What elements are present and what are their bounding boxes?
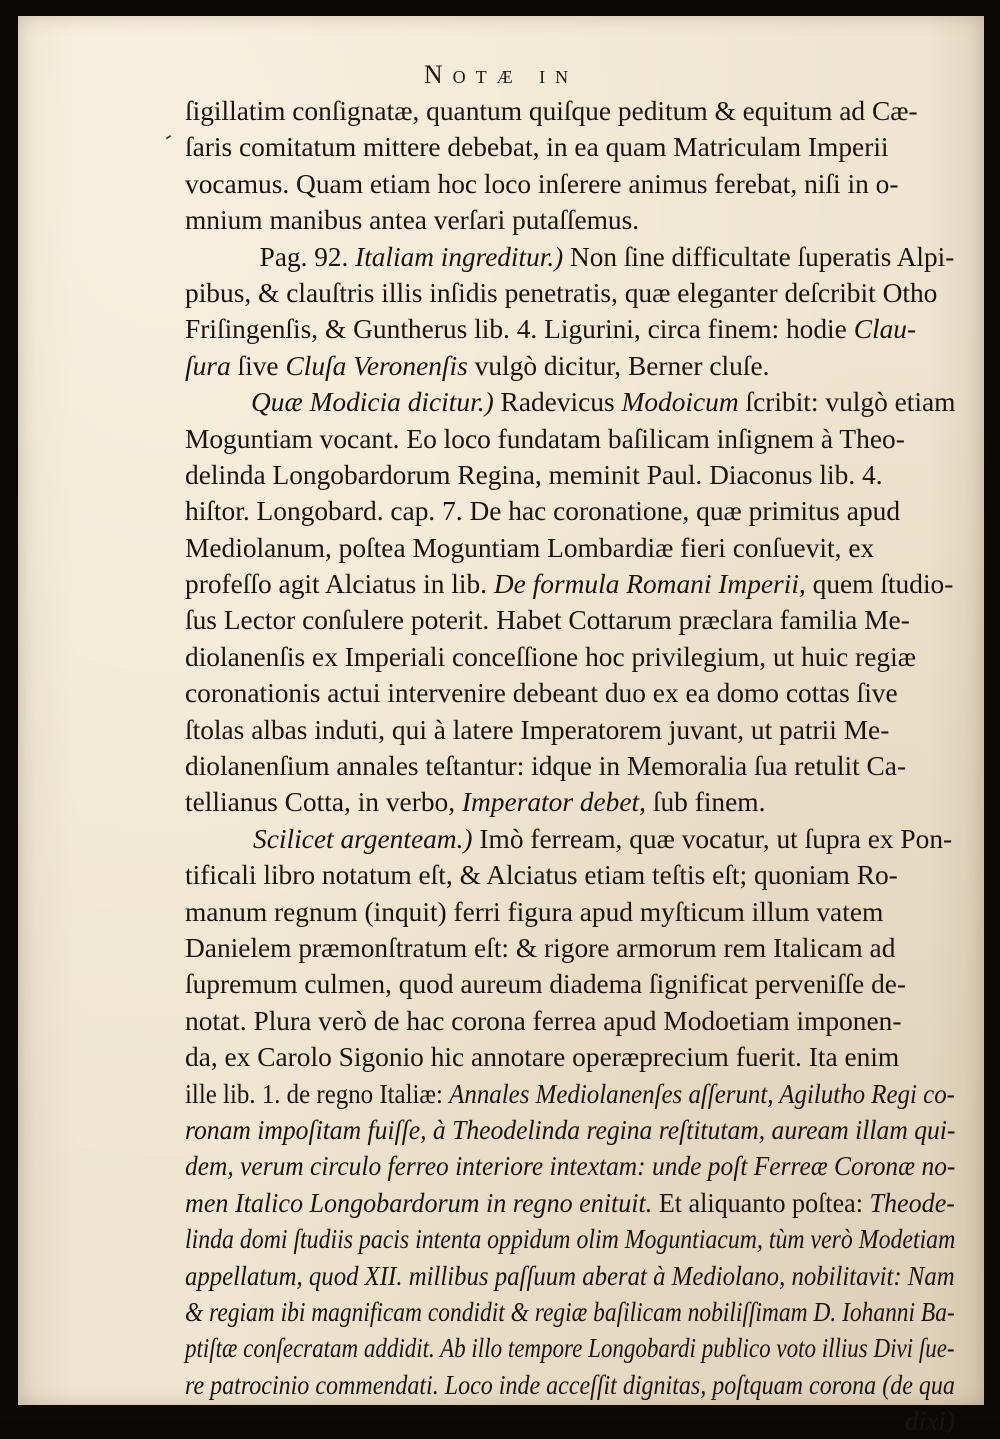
text-line <box>185 1221 956 1257</box>
text-segment: Moguntiam vocant. Eo loco fundatam baſilicam inſignem à Theo- <box>185 423 905 454</box>
italic-segment: Cluſa Veronenſis <box>285 350 468 381</box>
text-line <box>185 239 955 275</box>
text-segment: ſaris comitatum mittere debebat, in ea quam Matriculam Imperii <box>185 132 889 163</box>
italic-segment: men Italico Longobardorum in regno enituit. <box>185 1187 653 1218</box>
text-segment: Mediolanum, poſtea Moguntiam Lombardiæ fieri conſuevit, ex <box>185 532 875 563</box>
text-line <box>185 857 955 893</box>
text-line <box>185 1367 955 1403</box>
italic-segment: Clau- <box>853 314 917 345</box>
text-line <box>185 1112 956 1148</box>
text-segment: quem ſtudio- <box>805 569 954 600</box>
text-segment: Non ſine difficultate ſuperatis Alpi- <box>563 241 955 272</box>
text-line <box>185 1185 955 1221</box>
text-line <box>185 493 955 529</box>
text-line <box>185 602 955 638</box>
italic-segment: re patrocinio commendati. Loco inde acceſſit dignitas, poſtquam corona (de qua <box>185 1369 955 1400</box>
text-line <box>185 1039 955 1075</box>
text-segment: hiſtor. Longobard. cap. 7. De hac coronatione, quæ primitus apud <box>185 496 901 527</box>
italic-segment: Scilicet argenteam.) <box>253 823 473 854</box>
text-line <box>185 1076 955 1112</box>
italic-segment: Imperator debet, <box>461 787 646 818</box>
italic-segment: Italiam ingreditur.) <box>355 241 564 272</box>
text-segment: profeſſo agit Alciatus in lib. <box>185 569 494 600</box>
text-line <box>185 275 955 311</box>
book-page <box>18 16 984 1437</box>
text-line <box>185 530 955 566</box>
text-segment: Imò ferream, quæ vocatur, ut ſupra ex Pon- <box>472 823 953 854</box>
text-line <box>185 1148 956 1184</box>
text-segment: Radevicus <box>493 387 622 418</box>
text-line <box>185 1294 955 1330</box>
text-line <box>185 748 955 784</box>
text-line <box>185 166 955 202</box>
text-segment: delinda Longobardorum Regina, meminit Paul. Diaconus lib. 4. <box>185 459 883 490</box>
text-line <box>185 639 955 675</box>
text-segment: pibus, & clauſtris illis inſidis penetratis, quæ eleganter deſcribit Otho <box>185 277 938 308</box>
text-segment: diolanenſium annales teſtantur: idque in Memoralia ſua retulit Ca- <box>185 751 907 782</box>
text-segment: ille lib. 1. de regno Italiæ: <box>185 1078 450 1109</box>
text-line <box>185 348 955 384</box>
text-segment: ſcribit: vulgò etiam <box>738 387 956 418</box>
italic-segment: linda domi ſtudiis pacis intenta oppidum olim Moguntiacum, tùm verò Modetiam <box>185 1224 956 1255</box>
italic-segment: & regiam ibi magnificam condidit & regiæ baſilicam nobiliſſimam D. Iohanni Ba- <box>185 1296 955 1327</box>
text-line <box>185 384 955 420</box>
italic-segment: dixi) <box>904 1406 955 1437</box>
text-segment: da, ex Carolo Sigonio hic annotare operæprecium fuerit. Ita enim <box>185 1042 900 1073</box>
text-segment: vocamus. Quam etiam hoc loco inſerere animus ferebat, niſi in o- <box>185 168 899 199</box>
text-segment: Pag. 92. <box>259 241 356 272</box>
italic-segment: appellatum, quod XII. millibus paſſuum aberat à Mediolano, nobilitavit: Nam <box>185 1260 955 1291</box>
text-segment: ſive <box>230 350 286 381</box>
text-line <box>185 821 955 857</box>
text-segment: diolanenſis ex Imperiali conceſſione hoc privilegium, ut huic regiæ <box>185 641 916 672</box>
text-line <box>185 675 955 711</box>
text-line <box>185 784 955 820</box>
text-line <box>185 712 955 748</box>
text-line <box>185 129 955 165</box>
italic-segment: ptiſtæ conſecratam addidit. Ab illo tempore Longobardi publico voto illius Divi ſue- <box>185 1333 955 1364</box>
text-segment: mnium manibus antea verſari putaſſemus. <box>185 205 640 236</box>
text-segment: ſigillatim conſignatæ, quantum quiſque peditum & equitum ad Cæ- <box>185 96 918 126</box>
italic-segment: Modoicum <box>621 387 739 418</box>
italic-segment: Theode- <box>869 1187 955 1218</box>
italic-segment: ronam impoſitam fuiſſe, à Theodelinda regina reſtitutam, auream illam qui- <box>185 1114 956 1145</box>
text-segment: ſub finem. <box>646 787 766 818</box>
text-segment: notat. Plura verò de hac corona ferrea apud Modoetiam imponen- <box>185 1005 902 1036</box>
text-segment: ſus Lector conſulere poterit. Habet Cottarum præclara familia Me- <box>185 605 910 636</box>
text-line <box>185 311 955 347</box>
text-segment: Et aliquanto poſtea: <box>652 1187 870 1218</box>
running-head: Notæ in <box>423 60 579 89</box>
text-line <box>185 1330 955 1366</box>
text-segment: ſtolas albas induti, qui à latere Imperatorem juvant, ut patrii Me- <box>185 714 890 745</box>
text-line <box>185 93 955 129</box>
text-segment: vulgò dicitur, Berner cluſe. <box>467 350 770 381</box>
text-line <box>185 966 955 1002</box>
italic-segment: De formula Romani Imperii, <box>493 569 806 600</box>
text-line <box>185 1403 955 1439</box>
text-segment: tellianus Cotta, in verbo, <box>185 787 462 818</box>
italic-segment: dem, verum circulo ferreo interiore intextam: unde poſt Ferreæ Coronæ no- <box>185 1151 956 1182</box>
text-segment: Danielem præmonſtratum eſt: & rigore armorum rem Italicam ad <box>185 932 896 963</box>
text-line <box>185 457 955 493</box>
text-segment: manum regnum (inquit) ferri figura apud myſticum illum vatem <box>185 896 884 927</box>
text-segment: ſupremum culmen, quod aureum diadema ſignificat perveniſſe de- <box>185 969 907 1000</box>
italic-segment: Annales Mediolanenſes aſſerunt, Agilutho Regi co- <box>449 1078 955 1109</box>
text-line <box>185 1003 955 1039</box>
italic-segment: ſura <box>185 350 231 381</box>
text-segment: coronationis actui intervenire debeant duo ex ea domo cottas ſive <box>185 678 898 709</box>
text-line <box>185 930 955 966</box>
text-line <box>185 566 955 602</box>
margin-mark: - <box>157 124 178 148</box>
italic-segment: Quæ Modicia dicitur.) <box>251 387 494 418</box>
body-text <box>185 93 955 1439</box>
text-line <box>185 1258 955 1294</box>
text-line <box>185 421 955 457</box>
text-segment: tificali libro notatum eſt, & Alciatus etiam teſtis eſt; quoniam Ro- <box>185 860 898 891</box>
text-line <box>185 202 955 238</box>
text-line <box>185 894 955 930</box>
text-segment: Friſingenſis, & Guntherus lib. 4. Ligurini, circa finem: hodie <box>185 314 854 345</box>
